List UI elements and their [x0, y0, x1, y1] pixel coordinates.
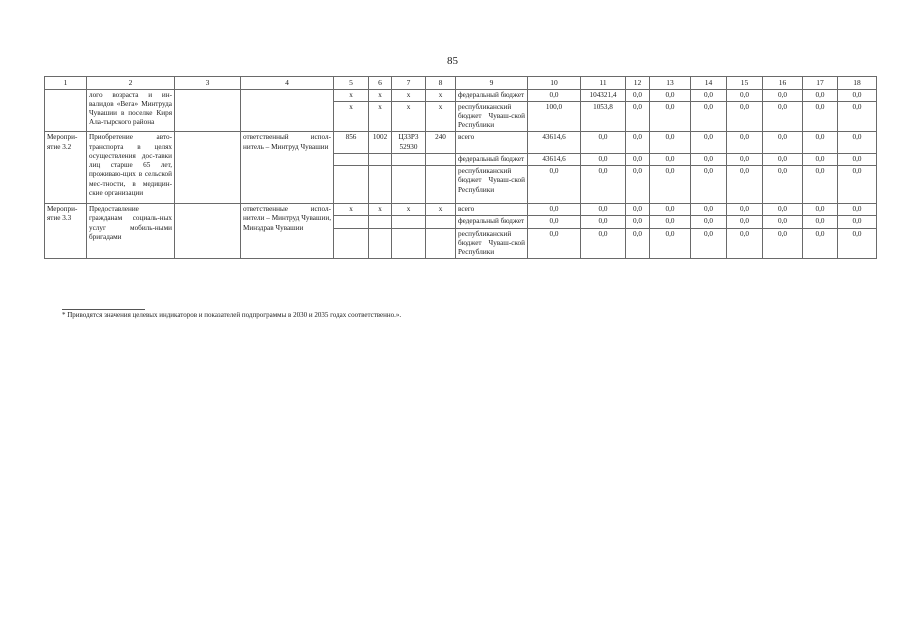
- value-cell: 0,0: [838, 216, 877, 228]
- value-cell: 100,0: [528, 101, 581, 132]
- value-cell: 0,0: [626, 132, 650, 153]
- page-number: 85: [447, 55, 458, 67]
- source-cell: федеральный бюджет: [456, 216, 528, 228]
- cell: [426, 228, 456, 259]
- value-cell: 0,0: [803, 153, 838, 165]
- value-cell: 0,0: [691, 166, 727, 204]
- header-cell: 5: [334, 77, 369, 90]
- value-cell: 0,0: [727, 204, 763, 216]
- table-row: [45, 132, 877, 153]
- value-cell: 0,0: [727, 216, 763, 228]
- value-cell: 0,0: [803, 132, 838, 153]
- cell: 240: [426, 132, 456, 153]
- value-cell: 0,0: [528, 204, 581, 216]
- executor-cell: ответственные испол-нители – Минтруд Чувашии, Минздрав Чувашии: [241, 204, 334, 259]
- cell: [392, 216, 426, 228]
- value-cell: 0,0: [727, 166, 763, 204]
- value-cell: 0,0: [626, 228, 650, 259]
- value-cell: 0,0: [838, 132, 877, 153]
- value-cell: 104321,4: [581, 89, 626, 101]
- description-cell: Предоставление гражданам социаль-ных услуг мобиль-ными бригадами: [87, 204, 175, 259]
- source-cell: федеральный бюджет: [456, 153, 528, 165]
- value-cell: 0,0: [691, 216, 727, 228]
- value-cell: 0,0: [838, 228, 877, 259]
- code-cell: Меропри-ятие 3.2: [45, 132, 87, 204]
- cell: [392, 228, 426, 259]
- header-cell: 6: [369, 77, 392, 90]
- budget-table: [44, 76, 877, 259]
- value-cell: 0,0: [581, 153, 626, 165]
- value-cell: 0,0: [626, 101, 650, 132]
- header-cell: 1: [45, 77, 87, 90]
- value-cell: 0,0: [650, 166, 691, 204]
- cell: х: [426, 204, 456, 216]
- footnote: * Приводятся значения целевых индикаторов и показателей подпрограммы в 2030 и 2035 годах соответственно.».: [62, 311, 402, 319]
- value-cell: 0,0: [803, 166, 838, 204]
- source-cell: республиканский бюджет Чуваш-ской Республики: [456, 101, 528, 132]
- cell: [369, 166, 392, 204]
- cell: х: [426, 101, 456, 132]
- value-cell: 0,0: [803, 216, 838, 228]
- description-cell: Приобретение авто-транспорта в целях осуществления дос-тавки лиц старше 65 лет, проживаю-щих в сельской мес-тности, в медицин-ские организации: [87, 132, 175, 204]
- header-cell: 4: [241, 77, 334, 90]
- value-cell: 0,0: [581, 216, 626, 228]
- value-cell: 0,0: [528, 166, 581, 204]
- header-cell: 8: [426, 77, 456, 90]
- cell: [334, 216, 369, 228]
- value-cell: 0,0: [581, 228, 626, 259]
- empty-cell: [175, 204, 241, 259]
- value-cell: 0,0: [763, 228, 803, 259]
- value-cell: 0,0: [581, 132, 626, 153]
- cell: х: [369, 204, 392, 216]
- value-cell: 0,0: [626, 216, 650, 228]
- value-cell: 0,0: [727, 101, 763, 132]
- header-cell: 15: [727, 77, 763, 90]
- value-cell: 0,0: [650, 89, 691, 101]
- value-cell: 0,0: [528, 89, 581, 101]
- value-cell: 0,0: [727, 153, 763, 165]
- cell: х: [392, 204, 426, 216]
- value-cell: 0,0: [626, 89, 650, 101]
- cell: х: [369, 101, 392, 132]
- source-cell: федеральный бюджет: [456, 89, 528, 101]
- value-cell: 0,0: [691, 101, 727, 132]
- value-cell: 0,0: [763, 132, 803, 153]
- source-cell: всего: [456, 204, 528, 216]
- header-row: [45, 77, 877, 90]
- header-cell: 12: [626, 77, 650, 90]
- value-cell: 0,0: [691, 204, 727, 216]
- cell: [392, 166, 426, 204]
- value-cell: 0,0: [650, 132, 691, 153]
- executor-cell: [241, 89, 334, 132]
- header-cell: 10: [528, 77, 581, 90]
- cell: х: [334, 101, 369, 132]
- value-cell: 0,0: [650, 153, 691, 165]
- value-cell: 1053,8: [581, 101, 626, 132]
- header-cell: 3: [175, 77, 241, 90]
- cell: [392, 153, 426, 165]
- code-cell: [45, 89, 87, 132]
- value-cell: 0,0: [691, 89, 727, 101]
- value-cell: 0,0: [528, 228, 581, 259]
- header-cell: 14: [691, 77, 727, 90]
- value-cell: 0,0: [727, 228, 763, 259]
- value-cell: 0,0: [650, 204, 691, 216]
- value-cell: 0,0: [838, 204, 877, 216]
- value-cell: 0,0: [581, 204, 626, 216]
- value-cell: 0,0: [650, 228, 691, 259]
- cell: [369, 153, 392, 165]
- cell: [369, 228, 392, 259]
- value-cell: 0,0: [650, 101, 691, 132]
- cell: [369, 216, 392, 228]
- cell: х: [426, 89, 456, 101]
- table-row: [45, 204, 877, 216]
- cell: [334, 228, 369, 259]
- header-cell: 17: [803, 77, 838, 90]
- cell: х: [369, 89, 392, 101]
- value-cell: 43614,6: [528, 153, 581, 165]
- header-cell: 18: [838, 77, 877, 90]
- value-cell: 0,0: [763, 153, 803, 165]
- value-cell: 0,0: [763, 166, 803, 204]
- header-cell: 11: [581, 77, 626, 90]
- executor-cell: ответственный испол-нитель – Минтруд Чувашии: [241, 132, 334, 204]
- cell: [334, 153, 369, 165]
- value-cell: 0,0: [838, 153, 877, 165]
- cell: [426, 216, 456, 228]
- value-cell: 0,0: [763, 204, 803, 216]
- value-cell: 0,0: [803, 101, 838, 132]
- source-cell: республиканский бюджет Чуваш-ской Республики: [456, 166, 528, 204]
- cell: [334, 166, 369, 204]
- value-cell: 0,0: [763, 101, 803, 132]
- value-cell: 0,0: [581, 166, 626, 204]
- value-cell: 0,0: [763, 216, 803, 228]
- source-cell: всего: [456, 132, 528, 153]
- cell: х: [392, 101, 426, 132]
- value-cell: 0,0: [763, 89, 803, 101]
- value-cell: 0,0: [691, 228, 727, 259]
- value-cell: 0,0: [650, 216, 691, 228]
- value-cell: 0,0: [838, 101, 877, 132]
- table-row: [45, 89, 877, 101]
- empty-cell: [175, 132, 241, 204]
- value-cell: 0,0: [626, 153, 650, 165]
- value-cell: 0,0: [626, 166, 650, 204]
- value-cell: 43614,6: [528, 132, 581, 153]
- cell: х: [334, 89, 369, 101]
- value-cell: 0,0: [838, 166, 877, 204]
- value-cell: 0,0: [803, 228, 838, 259]
- cell: Ц33Р3 52930: [392, 132, 426, 153]
- value-cell: 0,0: [803, 204, 838, 216]
- code-cell: Меропри-ятие 3.3: [45, 204, 87, 259]
- cell: х: [334, 204, 369, 216]
- value-cell: 0,0: [691, 132, 727, 153]
- cell: х: [392, 89, 426, 101]
- source-cell: республиканский бюджет Чуваш-ской Республики: [456, 228, 528, 259]
- header-cell: 2: [87, 77, 175, 90]
- cell: [426, 153, 456, 165]
- header-cell: 7: [392, 77, 426, 90]
- header-cell: 9: [456, 77, 528, 90]
- cell: 1002: [369, 132, 392, 153]
- description-cell: лого возраста и ин-валидов «Вега» Минтруда Чувашии в поселке Киря Ала-тырского района: [87, 89, 175, 132]
- cell: [426, 166, 456, 204]
- value-cell: 0,0: [838, 89, 877, 101]
- value-cell: 0,0: [803, 89, 838, 101]
- header-cell: 13: [650, 77, 691, 90]
- header-cell: 16: [763, 77, 803, 90]
- footnote-separator: [62, 309, 145, 310]
- value-cell: 0,0: [626, 204, 650, 216]
- cell: 856: [334, 132, 369, 153]
- value-cell: 0,0: [691, 153, 727, 165]
- empty-cell: [175, 89, 241, 132]
- value-cell: 0,0: [727, 132, 763, 153]
- value-cell: 0,0: [727, 89, 763, 101]
- value-cell: 0,0: [528, 216, 581, 228]
